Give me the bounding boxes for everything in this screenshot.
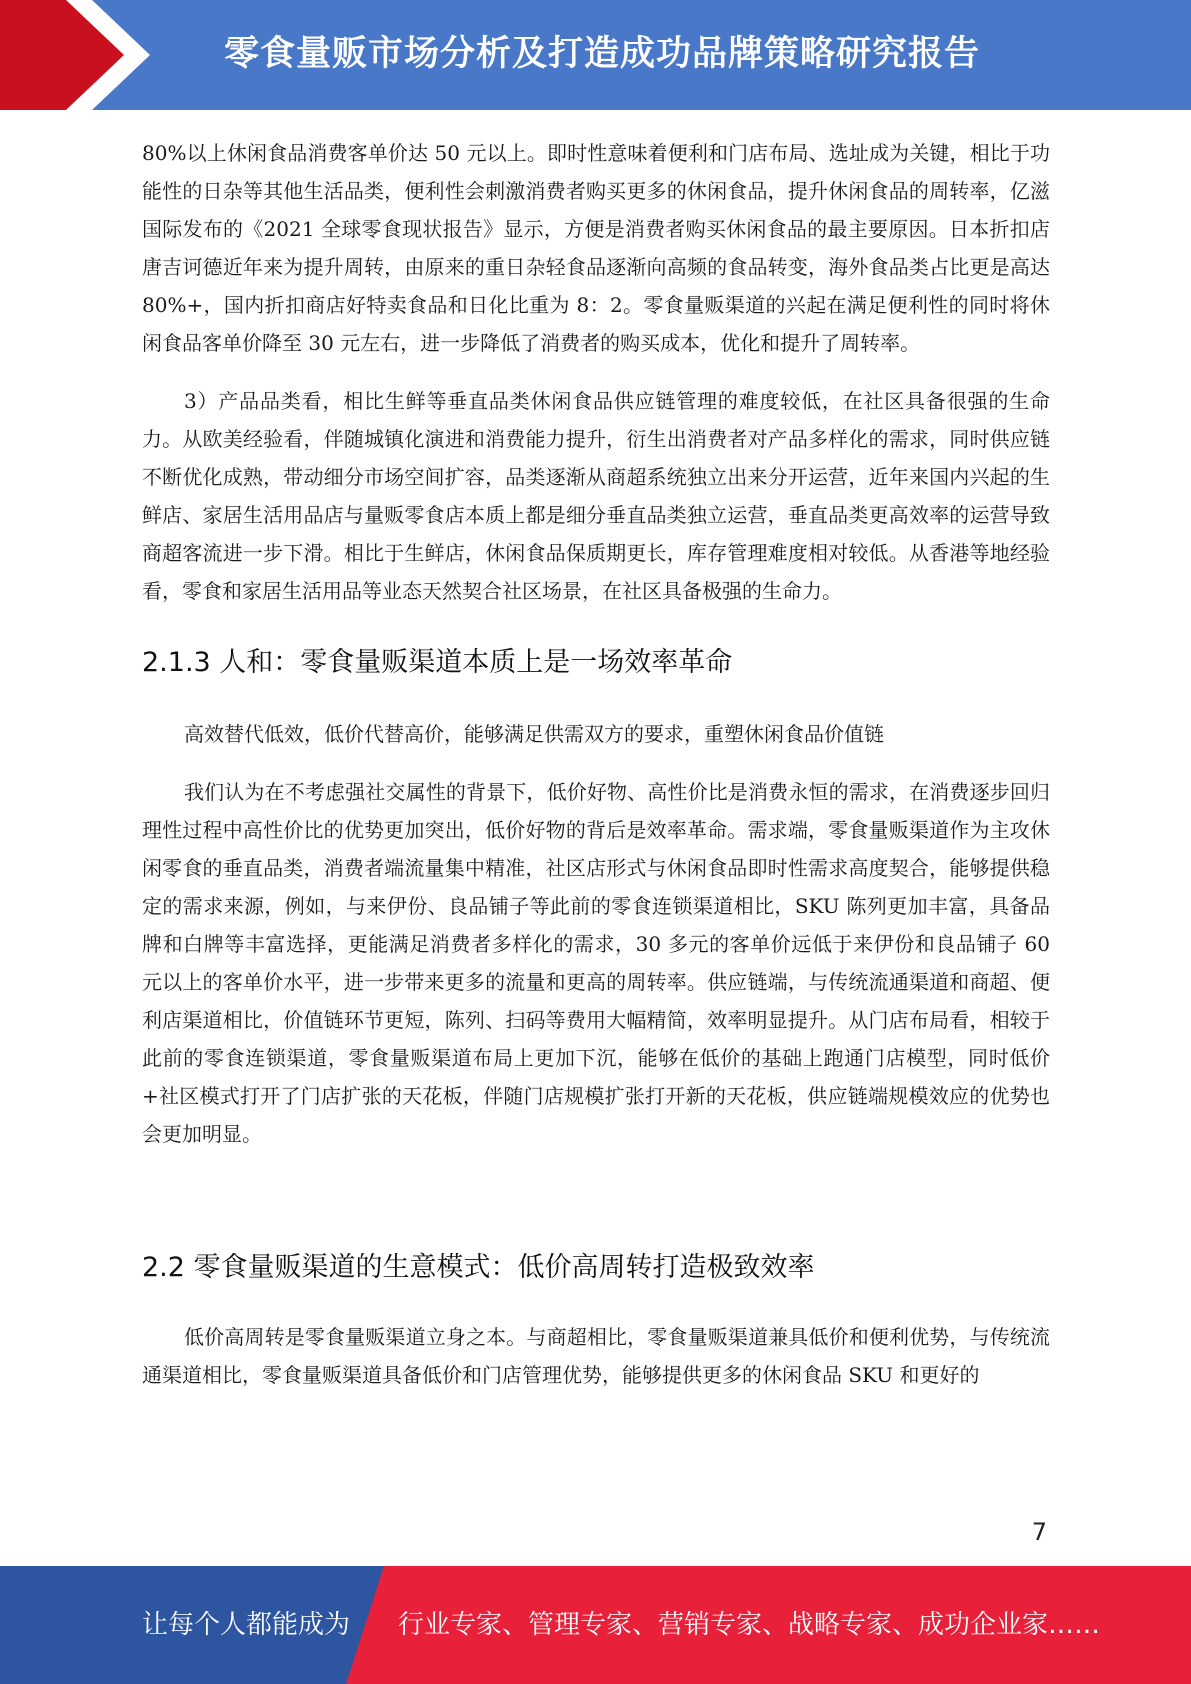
- paragraph-1: 80%以上休闲食品消费客单价达 50 元以上。即时性意味着便利和门店布局、选址成为关键，相比于功能性的日杂等其他生活品类，便利性会刺激消费者购买更多的休闲食品，提升休闲食品的周转率，亿滋国际发布的《2021 全球零食现状报告》显示，方便是消费者购买休闲食品的最主要原因。日本折扣店唐吉诃德近年来为提升周转，由原来的重日杂轻食品逐渐向高频的食品转变，海外食品类占比更是高达 80%+，国内折扣商店好特卖食品和日化比重为 8：2。零食量贩渠道的兴起在满足便利性的同时将休闲食品客单价降至 30 元左右，进一步降低了消费者的购买成本，优化和提升了周转率。: [142, 141, 1050, 355]
- page-content: [142, 134, 1050, 1394]
- page-number: 7: [1031, 1518, 1047, 1546]
- section-heading-2-2: 2.2 零食量贩渠道的生意模式：低价高周转打造极致效率: [142, 1252, 815, 1283]
- paragraph-3: 高效替代低效，低价代替高价，能够满足供需双方的要求，重塑休闲食品价值链: [184, 722, 884, 746]
- footer-slogan-right: 行业专家、管理专家、营销专家、战略专家、成功企业家……: [398, 1610, 1101, 1640]
- page-footer: [0, 1566, 1191, 1684]
- paragraph-2: 3）产品品类看，相比生鲜等垂直品类休闲食品供应链管理的难度较低，在社区具备很强的生命力。从欧美经验看，伴随城镇化演进和消费能力提升，衍生出消费者对产品多样化的需求，同时供应链不断优化成熟，带动细分市场空间扩容，品类逐渐从商超系统独立出来分开运营，近年来国内兴起的生鲜店、家居生活用品店与量贩零食店本质上都是细分垂直品类独立运营，垂直品类更高效率的运营导致商超客流进一步下滑。相比于生鲜店，休闲食品保质期更长，库存管理难度相对较低。从香港等地经验看，零食和家居生活用品等业态天然契合社区场景，在社区具备极强的生命力。: [142, 389, 1050, 603]
- footer-slogan-left: 让每个人都能成为: [142, 1610, 351, 1640]
- report-title: 零食量贩市场分析及打造成功品牌策略研究报告: [224, 34, 981, 74]
- page-header: [0, 0, 1191, 110]
- paragraph-4: 我们认为在不考虑强社交属性的背景下，低价好物、高性价比是消费永恒的需求，在消费逐步回归理性过程中高性价比的优势更加突出，低价好物的背后是效率革命。需求端，零食量贩渠道作为主攻休闲零食的垂直品类，消费者端流量集中精准，社区店形式与休闲食品即时性需求高度契合，能够提供稳定的需求来源，例如，与来伊份、良品铺子等此前的零食连锁渠道相比，SKU 陈列更加丰富，具备品牌和白牌等丰富选择，更能满足消费者多样化的需求，30 多元的客单价远低于来伊份和良品铺子 60 元以上的客单价水平，进一步带来更多的流量和更高的周转率。供应链端，与传统流通渠道和商超、便利店渠道相比，价值链环节更短，陈列、扫码等费用大幅精简，效率明显提升。从门店布局看，相较于此前的零食连锁渠道，零食量贩渠道布局上更加下沉，能够在低价的基础上跑通门店模型，同时低价+社区模式打开了门店扩张的天花板，伴随门店规模扩张打开新的天花板，供应链端规模效应的优势也会更加明显。: [142, 780, 1050, 1146]
- paragraph-5: 低价高周转是零食量贩渠道立身之本。与商超相比，零食量贩渠道兼具低价和便利优势，与传统流通渠道相比，零食量贩渠道具备低价和门店管理优势，能够提供更多的休闲食品 SKU 和更好的: [142, 1325, 1050, 1387]
- section-heading-2-1-3: 2.1.3 人和：零食量贩渠道本质上是一场效率革命: [142, 647, 733, 678]
